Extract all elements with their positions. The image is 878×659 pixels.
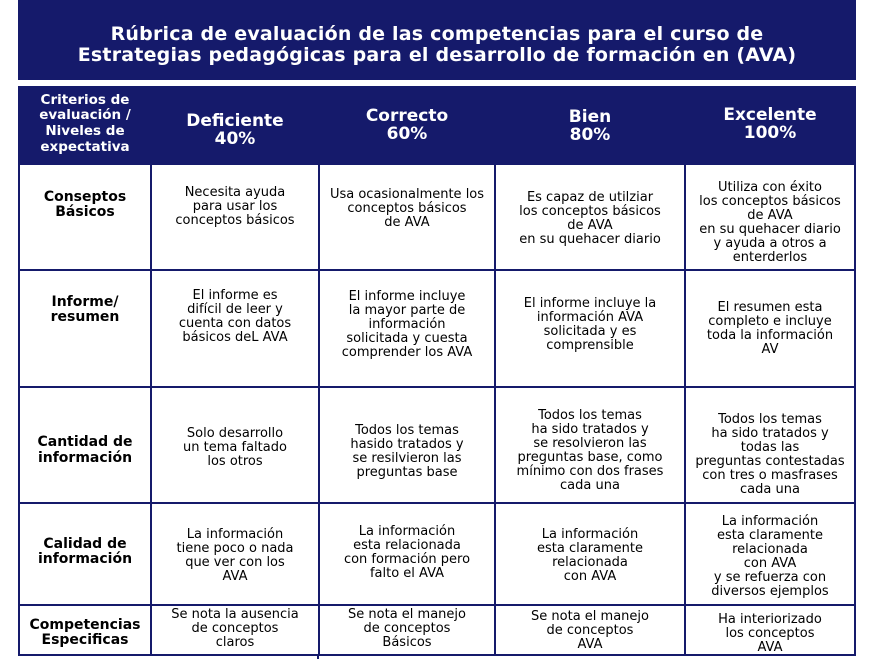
criteria-label-line-2: evaluación /	[39, 107, 131, 123]
cell-text: Es capaz de utilziar los conceptos básicos de AVA en su quehacer diario	[519, 190, 661, 247]
row-label-competencias-especificas	[18, 604, 152, 656]
row-label-line-2: información	[37, 450, 133, 466]
cell-text: Se nota el manejo de conceptos Básicos	[348, 607, 466, 650]
level-percent-bien: 80%	[569, 125, 611, 145]
cell-text: Se nota la ausencia de conceptos claros	[171, 607, 299, 650]
cell-conceptos-excelente	[684, 163, 856, 271]
row-label-line-2: información	[37, 551, 133, 567]
row-label-line-1: Informe/	[51, 294, 119, 310]
cell-text: Todos los temas ha sido tratados y todas las preguntas contestadas con tres o masfrases cada una	[695, 412, 845, 497]
cell-text: La información esta claramente relacionada con AVA y se refuerza con diversos ejemplos	[711, 514, 829, 599]
level-name-deficiente: Deficiente	[186, 111, 284, 131]
header-level-bien	[494, 86, 686, 163]
level-percent-excelente: 100%	[743, 123, 797, 143]
level-name-excelente: Excelente	[723, 105, 817, 125]
column-divider-tail	[317, 654, 319, 659]
cell-calidad-correcto	[318, 502, 496, 606]
cell-informe-deficiente	[150, 269, 320, 388]
cell-informe-correcto	[318, 269, 496, 388]
criteria-label-line-3: Niveles de	[45, 123, 125, 139]
cell-calidad-bien	[494, 502, 686, 606]
level-percent-correcto: 60%	[386, 124, 428, 144]
cell-calidad-excelente	[684, 502, 856, 606]
cell-calidad-deficiente	[150, 502, 320, 606]
cell-competencias-bien	[494, 604, 686, 656]
cell-competencias-excelente	[684, 604, 856, 656]
row-label-informe-resumen	[18, 269, 152, 388]
criteria-label-line-4: expectativa	[40, 139, 130, 155]
row-label-line-1: Conseptos	[43, 189, 127, 205]
cell-cantidad-correcto	[318, 386, 496, 504]
cell-text: El informe incluye la mayor parte de información solicitada y cuesta comprender los AVA	[341, 289, 473, 360]
header-level-correcto	[318, 86, 496, 163]
row-label-line-1: Cantidad de	[37, 434, 133, 450]
rubric-title-line-1: Rúbrica de evaluación de las competencias para el curso de	[110, 23, 764, 45]
cell-text: Utiliza con éxito los conceptos básicos de AVA en su quehacer diario y ayuda a otros a enterderlos	[699, 180, 841, 265]
level-name-correcto: Correcto	[365, 106, 449, 126]
cell-text: Se nota el manejo de conceptos AVA	[531, 609, 649, 652]
cell-informe-bien	[494, 269, 686, 388]
cell-text: El resumen esta completo e incluye toda la información AV	[706, 300, 834, 357]
header-level-excelente	[684, 86, 856, 163]
cell-text: Ha interiorizado los conceptos AVA	[718, 612, 822, 655]
cell-text: La información tiene poco o nada que ver con los AVA	[176, 527, 294, 584]
row-label-conceptos-basicos	[18, 163, 152, 271]
cell-conceptos-bien	[494, 163, 686, 271]
cell-cantidad-bien	[494, 386, 686, 504]
cell-text: Todos los temas ha sido tratados y se resolvieron las preguntas base, como mínimo con dos frases cada una	[516, 408, 664, 493]
cell-text: Solo desarrollo un tema faltado los otros	[183, 426, 287, 469]
criteria-label-line-1: Criterios de	[40, 92, 130, 108]
row-label-line-1: Competencias	[29, 617, 141, 633]
cell-text: Necesita ayuda para usar los conceptos básicos	[175, 185, 295, 228]
rubric-title-line-2: Estrategias pedagógicas para el desarrollo de formación en (AVA)	[77, 44, 797, 66]
rubric-title-banner	[18, 0, 856, 80]
row-label-line-2: Especificas	[41, 632, 129, 648]
header-level-deficiente	[150, 86, 320, 163]
cell-text: Usa ocasionalmente los conceptos básicos de AVA	[329, 187, 485, 230]
cell-text: El informe incluye la información AVA solicitada y es comprensible	[523, 296, 657, 353]
cell-cantidad-excelente	[684, 386, 856, 504]
header-criteria-cell	[18, 86, 152, 163]
level-percent-deficiente: 40%	[214, 129, 256, 149]
cell-conceptos-deficiente	[150, 163, 320, 271]
row-label-cantidad-informacion	[18, 386, 152, 504]
row-label-line-2: resumen	[50, 309, 120, 325]
cell-text: Todos los temas hasido tratados y se resilvieron las preguntas base	[350, 423, 464, 480]
row-label-calidad-informacion	[18, 502, 152, 606]
cell-text: El informe es difícil de leer y cuenta con datos básicos deL AVA	[178, 288, 292, 345]
cell-informe-excelente	[684, 269, 856, 388]
cell-cantidad-deficiente	[150, 386, 320, 504]
cell-text: La información esta relacionada con formación pero falto el AVA	[343, 524, 471, 581]
row-label-line-1: Calidad de	[43, 536, 127, 552]
cell-text: La información esta claramente relacionada con AVA	[537, 527, 643, 584]
cell-competencias-deficiente	[150, 604, 320, 656]
cell-competencias-correcto	[318, 604, 496, 656]
cell-conceptos-correcto	[318, 163, 496, 271]
level-name-bien: Bien	[568, 107, 612, 127]
row-label-line-2: Básicos	[55, 204, 115, 220]
